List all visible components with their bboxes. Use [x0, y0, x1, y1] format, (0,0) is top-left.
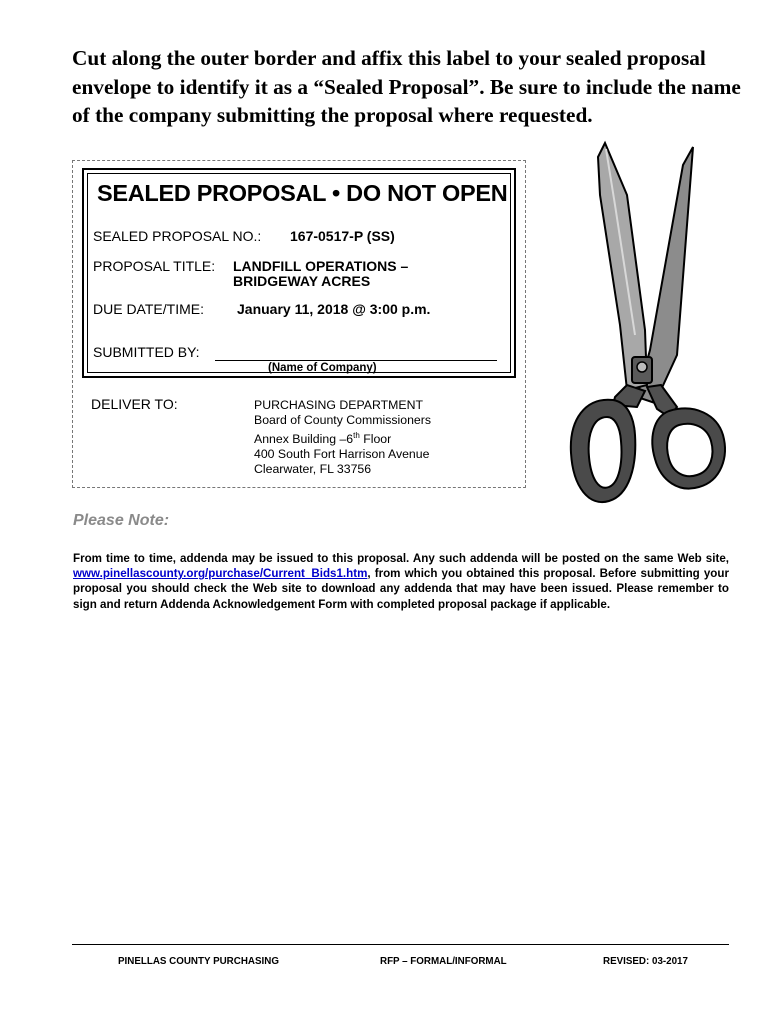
address-city: Clearwater, FL 33756	[254, 462, 372, 477]
deliver-to-label: DELIVER TO:	[91, 396, 178, 412]
proposal-title-value-line2: BRIDGEWAY ACRES	[233, 273, 371, 289]
proposal-number-label: SEALED PROPOSAL NO.:	[93, 228, 262, 244]
proposal-title-value-line1: LANDFILL OPERATIONS –	[233, 258, 409, 274]
address-building: Annex Building –6th Floor	[254, 431, 392, 447]
footer-left: PINELLAS COUNTY PURCHASING	[118, 956, 279, 967]
footer-center: RFP – FORMAL/INFORMAL	[380, 956, 507, 967]
address-board: Board of County Commissioners	[254, 413, 432, 427]
company-name-signature-line[interactable]	[215, 360, 497, 361]
delivery-address	[254, 398, 431, 477]
please-note-heading: Please Note:	[73, 512, 170, 529]
scissors-icon	[565, 135, 735, 515]
footer-right: REVISED: 03-2017	[603, 956, 688, 967]
current-bids-link[interactable]: www.pinellascounty.org/purchase/Current_Bids1.htm	[73, 567, 368, 581]
address-department: PURCHASING DEPARTMENT	[254, 398, 423, 412]
sealed-proposal-label	[82, 168, 516, 378]
label-inner-border	[87, 173, 511, 373]
footer-divider	[72, 944, 729, 945]
submitted-by-row	[93, 344, 200, 360]
proposal-title-row	[93, 258, 409, 289]
proposal-title-label: PROPOSAL TITLE:	[93, 258, 216, 274]
company-name-caption: (Name of Company)	[268, 362, 377, 374]
please-note-text: From time to time, addenda may be issued to this proposal. Any such addenda will be posted on the same Web site, www.pinellascounty.org/purchase/Current_Bids1.htm, from which you obtained this proposal. Before submitting your proposal you should check the Web site to download any addenda that may have been issued. Please remember to sign and return Addenda Acknowledgement Form with completed proposal package if applicable.	[73, 552, 729, 611]
due-date-row	[93, 301, 431, 317]
proposal-number-row	[93, 228, 395, 244]
due-date-label: DUE DATE/TIME:	[93, 301, 204, 317]
proposal-number-value: 167-0517-P (SS)	[290, 228, 395, 244]
instructions-text: Cut along the outer border and affix this label to your sealed proposal envelope to identify it as a “Sealed Proposal”. Be sure to include the name of the company submitting the proposal where requested.	[72, 46, 741, 127]
submitted-by-label: SUBMITTED BY:	[93, 344, 200, 360]
address-street: 400 South Fort Harrison Avenue	[254, 447, 430, 462]
due-date-value: January 11, 2018 @ 3:00 p.m.	[237, 301, 431, 317]
label-heading: SEALED PROPOSAL • DO NOT OPEN	[97, 180, 508, 206]
